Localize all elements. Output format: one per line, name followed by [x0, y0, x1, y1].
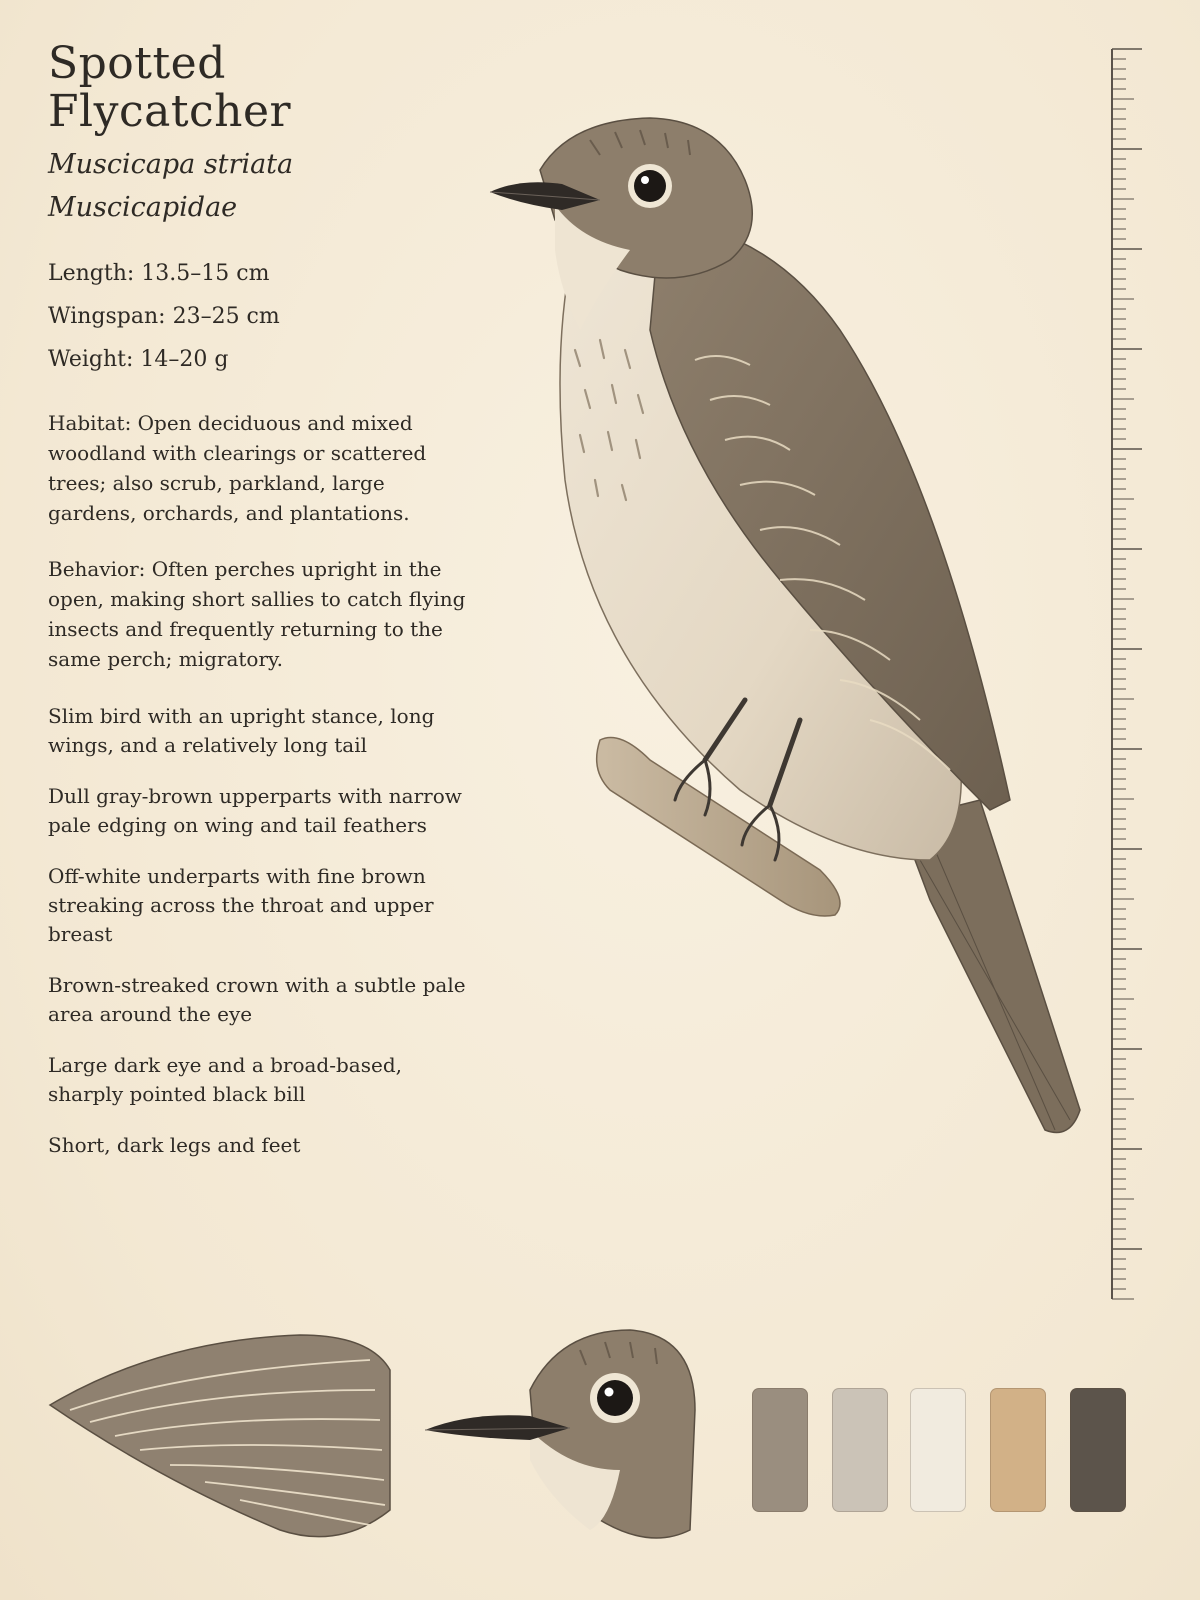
habitat-text: Habitat: Open deciduous and mixed woodland with clearings or scattered trees; also scrub, parkland, large gardens, orchards, and plantations.: [48, 410, 427, 525]
family-name: Muscicapidae: [48, 191, 238, 223]
feature-item: Brown-streaked crown with a subtle pale area around the eye: [48, 972, 466, 1026]
scientific-name: Muscicapa striata: [48, 148, 294, 180]
measurement-ruler: [1100, 44, 1150, 1304]
color-swatch: [752, 1388, 808, 1512]
feature-item: Large dark eye and a broad-based, sharply pointed black bill: [48, 1052, 402, 1106]
species-title: Spotted Flycatcher: [48, 38, 292, 138]
weight-stat: Weight: 14–20 g: [48, 346, 229, 372]
wingspan-stat: Wingspan: 23–25 cm: [48, 303, 280, 329]
flycatcher-illustration: [480, 100, 1120, 1180]
length-stat: Length: 13.5–15 cm: [48, 260, 270, 286]
measurements: [48, 253, 468, 382]
color-swatch: [990, 1388, 1046, 1512]
wing-detail-illustration: [40, 1330, 410, 1550]
feature-item: Dull gray-brown upperparts with narrow pale edging on wing and tail feathers: [48, 783, 462, 837]
feature-item: Short, dark legs and feet: [48, 1132, 301, 1157]
feature-item: Slim bird with an upright stance, long wings, and a relatively long tail: [48, 703, 435, 757]
feature-item: Off-white underparts with fine brown streaking across the throat and upper breast: [48, 863, 434, 946]
color-swatch: [1070, 1388, 1126, 1512]
head-detail-illustration: [420, 1320, 720, 1550]
features-list: [48, 702, 468, 1160]
color-swatch: [910, 1388, 966, 1512]
text-column: [48, 40, 468, 1182]
behavior-text: Behavior: Often perches upright in the open, making short sallies to catch flying insects and frequently returning to the same perch; migratory.: [48, 556, 466, 671]
color-swatch: [832, 1388, 888, 1512]
